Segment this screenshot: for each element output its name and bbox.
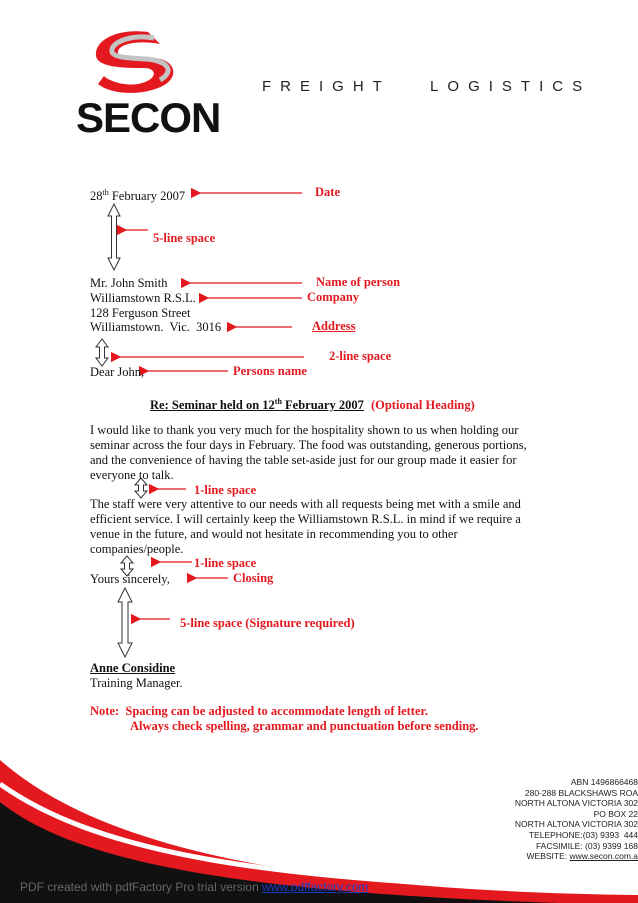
footer-city-1: NORTH ALTONA VICTORIA 302	[514, 798, 638, 809]
footer-abn: ABN 1496866468	[570, 777, 638, 787]
footer-website-label: WEBSITE:	[526, 851, 570, 862]
annotation-name-of-person: Name of person	[316, 275, 401, 289]
footer-website	[515, 851, 638, 862]
subject-prefix: Re: Seminar held on 12	[150, 398, 275, 413]
vertical-arrow-signature	[118, 588, 132, 657]
pdf-creator-note	[20, 880, 368, 894]
footer-street: 280-288 BLACKSHAWS ROA	[524, 787, 638, 798]
annotation-one-line-space-1: 1-line space	[194, 483, 257, 497]
recipient-street: 128 Ferguson Street	[90, 306, 191, 320]
tagline: FREIGHT LOGISTICS	[262, 78, 592, 95]
salutation: Dear John,	[90, 365, 145, 379]
vertical-arrow-2-line	[96, 339, 108, 366]
letter-date	[90, 185, 185, 204]
signatory-title: Training Manager.	[90, 676, 183, 690]
annotation-persons-name: Persons name	[233, 364, 307, 378]
annotation-two-line-space: 2-line space	[329, 349, 392, 363]
subject-sup: th	[274, 397, 282, 406]
annotation-one-line-space-2: 1-line space	[194, 556, 257, 570]
annotation-address: Address	[312, 319, 356, 333]
footer-address	[515, 777, 638, 862]
subject-rest: February 2007	[281, 398, 364, 413]
note-line-1: Note: Spacing can be adjusted to accommodate length of letter.	[90, 704, 429, 718]
date-rest: February 2007	[108, 189, 186, 204]
note-line-2: Always check spelling, grammar and punctuation before sending.	[130, 719, 479, 733]
footer-pobox: PO BOX 22	[593, 808, 638, 819]
date-day: 28	[90, 189, 103, 204]
annotation-five-line-space: 5-line space	[153, 231, 216, 245]
subject-heading	[150, 394, 475, 413]
annotation-optional-heading: (Optional Heading)	[370, 398, 475, 413]
company-logo-text: SECON	[76, 94, 221, 141]
date-suffix: th	[102, 188, 109, 197]
closing: Yours sincerely,	[90, 572, 170, 586]
annotation-signature-space: 5-line space (Signature required)	[180, 616, 355, 630]
paragraph-2: The staff were very attentive to our needs with all requests being met with a smile and efficient service. I will certainly keep the Williamstown R.S.L. in mind if we require a venue in the future, and would not hesitate in recommending you to other companies/people.	[90, 497, 521, 556]
footer-telephone: TELEPHONE:(03) 9393 444	[528, 829, 638, 840]
pdf-creator-text: PDF created with pdfFactory Pro trial version	[20, 880, 263, 894]
vertical-arrow-5-line	[108, 204, 120, 270]
annotation-date: Date	[315, 185, 340, 199]
annotation-company: Company	[307, 290, 360, 304]
annotation-closing: Closing	[233, 571, 274, 585]
pdf-creator-link[interactable]: www.pdffactory.com	[262, 880, 369, 894]
footer-website-link[interactable]: www.secon.com.a	[569, 851, 638, 862]
signatory-name: Anne Considine	[90, 661, 176, 675]
recipient-name: Mr. John Smith	[90, 276, 168, 290]
recipient-company: Williamstown R.S.L.	[90, 291, 196, 305]
footer-city-2: NORTH ALTONA VICTORIA 302	[514, 819, 638, 830]
paragraph-1: I would like to thank you very much for the hospitality shown to us when holding our seminar across the four days in February. The food was outstanding, generous portions, and the convenience of having the table set-aside just for our group made it easier for everyone to talk.	[90, 423, 527, 482]
recipient-city: Williamstown. Vic. 3016	[90, 320, 222, 334]
footer-facsimile: FACSIMILE: (03) 9399 168	[535, 840, 638, 851]
